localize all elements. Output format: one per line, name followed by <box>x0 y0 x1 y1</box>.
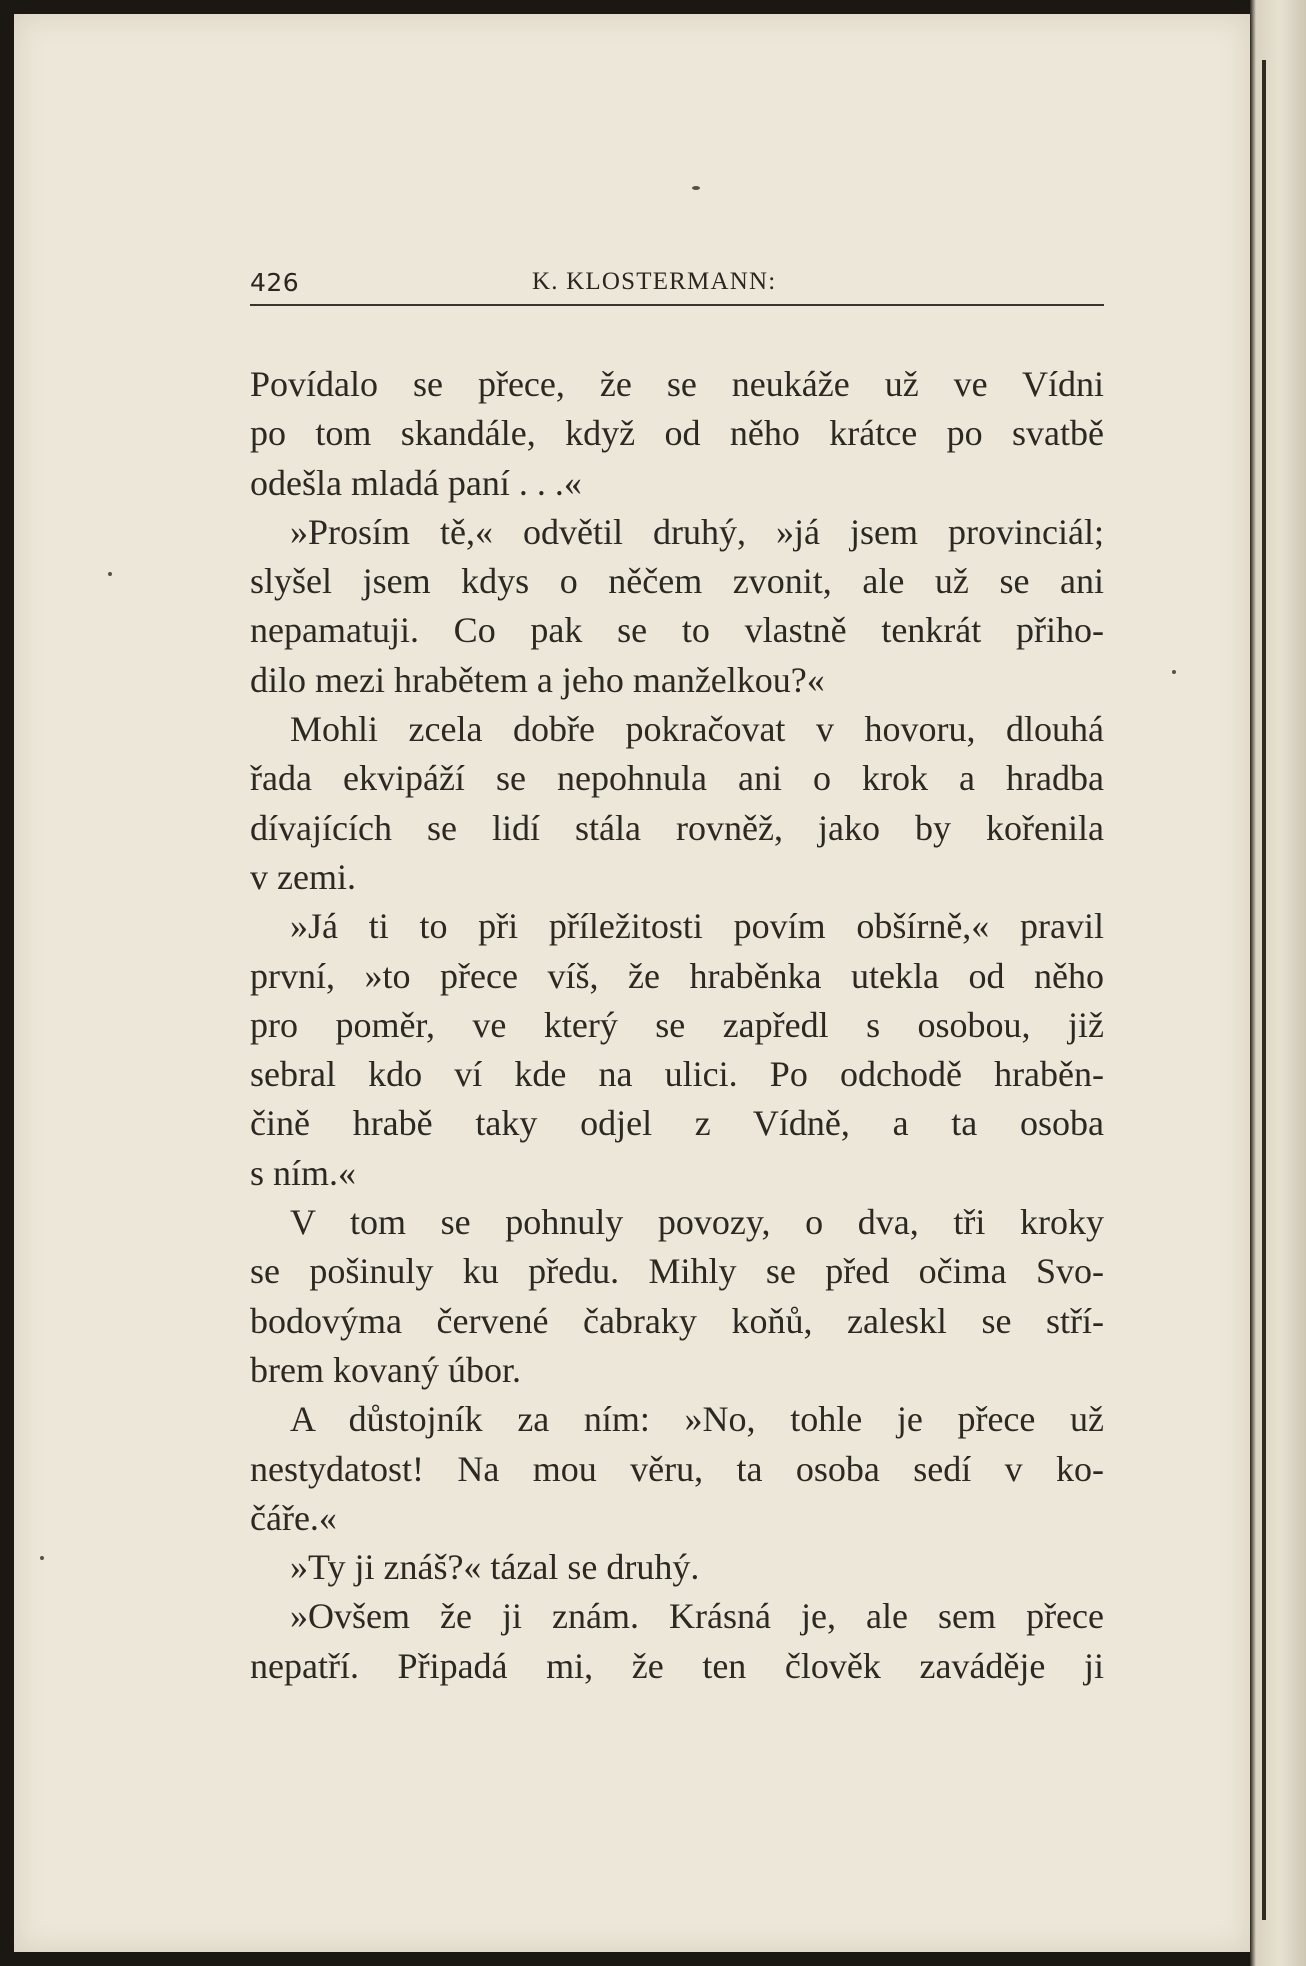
text-line: »Já ti to při příležitosti povím obšírně,« pravil <box>290 906 1104 947</box>
text-line: po tom skandále, když od něho krátce po svatbě <box>250 413 1104 454</box>
text-line: dívajících se lidí stála rovněž, jako by kořenila <box>250 807 1104 848</box>
text-line: brem kovaný úbor. <box>250 1349 521 1390</box>
text-line: pro poměr, ve který se zapředl s osobou, již <box>250 1004 1104 1045</box>
text-line: nepatří. Připadá mi, že ten člověk zaváděje ji <box>250 1645 1104 1686</box>
text-line: nepamatuji. Co pak se to vlastně tenkrát přiho- <box>250 610 1104 651</box>
text-line: Mohli zcela dobře pokračovat v hovoru, dlouhá <box>290 709 1104 750</box>
paper-speck <box>108 572 112 576</box>
text-line: v zemi. <box>250 856 356 897</box>
paper-speck <box>1172 670 1176 674</box>
text-line: Povídalo se přece, že se neukáže už ve Vídni <box>250 364 1104 404</box>
text-line: nestydatost! Na mou věru, ta osoba sedí v ko- <box>250 1448 1104 1489</box>
text-line: bodovýma červené čabraky koňů, zaleskl se stří- <box>250 1300 1104 1341</box>
text-line: řada ekvipáží se nepohnula ani o krok a hradba <box>250 758 1104 799</box>
text-line: »Ovšem že ji znám. Krásná je, ale sem přece <box>290 1596 1104 1637</box>
text-line: čáře.« <box>250 1497 337 1538</box>
text-line: odešla mladá paní . . .« <box>250 462 582 503</box>
body-text <box>250 360 1104 1691</box>
text-line: s ním.« <box>250 1152 357 1193</box>
text-line: se pošinuly ku předu. Mihly se před očima Svo- <box>250 1251 1104 1292</box>
page-header <box>250 268 1104 306</box>
paper-speck <box>692 186 700 190</box>
text-line: dilo mezi hrabětem a jeho manželkou?« <box>250 659 825 700</box>
page-number: 426 <box>250 268 300 297</box>
text-line: »Prosím tě,« odvětil druhý, »já jsem provinciál; <box>290 511 1104 552</box>
text-line: V tom se pohnuly povozy, o dva, tři kroky <box>290 1202 1104 1243</box>
text-line: první, »to přece víš, že hraběnka utekla od něho <box>250 955 1104 996</box>
text-line: čině hrabě taky odjel z Vídně, a ta osoba <box>250 1103 1104 1144</box>
text-line: »Ty ji znáš?« tázal se druhý. <box>290 1547 700 1588</box>
adjacent-page-edge <box>1250 0 1306 1966</box>
text-line: slyšel jsem kdys o něčem zvonit, ale už se ani <box>250 561 1104 602</box>
running-head: K. KLOSTERMANN: <box>532 268 777 295</box>
text-line: A důstojník za ním: »No, tohle je přece už <box>290 1399 1104 1440</box>
text-line: sebral kdo ví kde na ulici. Po odchodě hraběn- <box>250 1054 1104 1095</box>
book-gutter <box>1262 60 1266 1920</box>
paper-speck <box>40 1556 44 1560</box>
